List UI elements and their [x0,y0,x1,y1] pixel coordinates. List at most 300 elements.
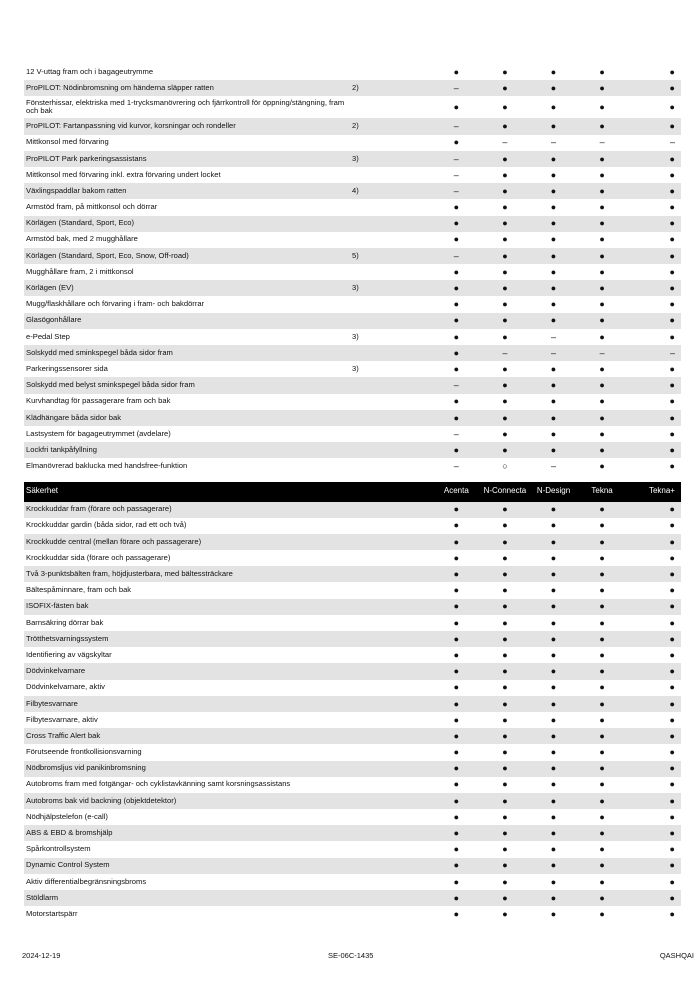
availability-cell: ● [599,396,605,407]
availability-cell: ● [550,892,557,903]
table-row [24,313,681,329]
availability-cell: ● [669,444,675,455]
availability-cell: ● [669,779,675,790]
availability-cell: ● [453,860,460,871]
availability-cell: ● [502,682,508,693]
table-row [24,890,681,906]
availability-cell: ● [550,250,557,261]
availability-cell: – [453,380,459,391]
row-label: 12 V-uttag fram och i bagageutrymme [26,67,154,76]
row-label: Armstöd fram, på mittkonsol och dörrar [26,203,158,212]
availability-cell: ● [550,828,557,839]
availability-cell: ● [669,795,675,806]
row-label: Dynamic Control System [26,861,110,870]
row-label: Krockkuddar gardin (båda sidor, rad ett och två) [26,521,187,530]
availability-cell: ● [502,569,508,580]
availability-cell: ● [550,649,557,660]
availability-cell: ● [453,666,460,677]
table-row [24,167,681,183]
availability-cell: ● [599,844,605,855]
table-row [24,96,681,118]
table-row [24,680,681,696]
availability-cell: ● [550,585,557,596]
table-row [24,280,681,296]
table-row [24,841,681,857]
availability-cell: ● [502,504,508,515]
availability-cell: ● [599,908,605,919]
row-label: Krockkudde central (mellan förare och passagerare) [26,537,202,546]
table-row [24,264,681,280]
row-label: Klädhängare båda sidor bak [26,413,121,422]
table-row [24,582,681,598]
availability-cell: ● [453,698,460,709]
availability-cell: ● [669,250,675,261]
availability-cell: ● [502,66,508,77]
row-label: Lastsystem för bagageutrymmet (avdelare) [26,429,171,438]
availability-cell: ● [599,666,605,677]
availability-cell: ● [669,698,675,709]
availability-cell: ● [550,266,557,277]
availability-cell: ● [550,169,557,180]
availability-cell: ● [502,795,508,806]
availability-cell: ● [550,844,557,855]
row-label: Körlägen (Standard, Sport, Eco) [26,219,135,228]
availability-cell: ● [599,520,605,531]
availability-cell: ● [599,633,605,644]
availability-cell: ● [453,779,460,790]
availability-cell: ● [502,121,508,132]
footer-date: 2024-12-19 [22,951,61,960]
availability-cell: ● [453,649,460,660]
availability-cell: ● [453,552,460,563]
availability-cell: ● [599,649,605,660]
availability-cell: ● [599,250,605,261]
availability-cell: ● [550,698,557,709]
availability-cell: ● [453,202,460,213]
availability-cell: ● [550,412,557,423]
row-label: Barnsäkring dörrar bak [26,618,104,627]
availability-cell: ● [669,331,675,342]
availability-cell: ● [550,363,557,374]
table-row [24,663,681,679]
spec-table [24,64,681,922]
availability-cell: – [550,137,556,148]
availability-cell: ○ [502,461,508,472]
availability-cell: ● [502,331,508,342]
availability-cell: ● [669,121,675,132]
row-label: Trötthetsvarningssystem [26,634,109,643]
availability-cell: ● [550,185,557,196]
availability-cell: ● [669,66,675,77]
availability-cell: ● [599,795,605,806]
row-label: Bältespåminnare, fram och bak [26,586,132,595]
row-label: Fönsterhissar, elektriska med 1-trycksmanövrering och fjärrkontroll för öppning/stängning, fram och bak [26,98,345,116]
availability-cell: ● [502,698,508,709]
availability-cell: ● [599,698,605,709]
row-note: 2) [351,121,359,131]
availability-cell: ● [669,380,675,391]
table-row [24,118,681,134]
availability-cell: ● [669,763,675,774]
table-row [24,858,681,874]
table-row [24,793,681,809]
availability-cell: ● [550,428,557,439]
availability-cell: ● [599,811,605,822]
row-label: Krockkuddar fram (förare och passagerare) [26,505,172,514]
availability-cell: ● [550,569,557,580]
table-row [24,199,681,215]
safety-title: Säkerhet [26,487,59,496]
table-row [24,566,681,582]
availability-cell: ● [599,412,605,423]
row-label: Körlägen (Standard, Sport, Eco, Snow, Off-road) [26,251,189,260]
availability-cell: ● [669,811,675,822]
row-label: Filbytesvarnare, aktiv [26,715,98,724]
table-row [24,874,681,890]
row-label: Lockfri tankpåfyllning [26,445,97,454]
table-row [24,135,681,151]
table-row [24,906,681,922]
row-label: e-Pedal Step [26,332,70,341]
availability-cell: ● [502,779,508,790]
table-row [24,777,681,793]
table-row [24,761,681,777]
table-row [24,248,681,264]
availability-cell: ● [599,363,605,374]
availability-cell: ● [599,185,605,196]
availability-cell: ● [669,202,675,213]
availability-cell: ● [502,363,508,374]
row-label: Nödbromsljus vid panikinbromsning [26,764,146,773]
availability-cell: ● [599,536,605,547]
availability-cell: – [669,137,675,148]
availability-cell: ● [599,444,605,455]
row-label: Dödvinkelvarnare, aktiv [26,683,105,692]
availability-cell: ● [453,520,460,531]
availability-cell: ● [502,315,508,326]
availability-cell: ● [599,380,605,391]
availability-cell: ● [599,747,605,758]
availability-cell: ● [599,218,605,229]
table-row [24,550,681,566]
availability-cell: ● [550,315,557,326]
table-row [24,744,681,760]
row-note: 3) [351,331,359,341]
availability-cell: ● [669,828,675,839]
availability-cell: ● [669,234,675,245]
row-label: Solskydd med belyst sminkspegel båda sidor fram [26,381,195,390]
availability-cell: ● [502,747,508,758]
availability-cell: ● [550,633,557,644]
availability-cell: ● [550,536,557,547]
row-label: Krockkuddar sida (förare och passagerare) [26,553,171,562]
row-label: Cross Traffic Alert bak [26,731,101,740]
availability-cell: ● [599,428,605,439]
availability-cell: ● [502,908,508,919]
availability-cell: ● [502,892,508,903]
availability-cell: ● [669,844,675,855]
availability-cell: ● [669,585,675,596]
availability-cell: ● [550,682,557,693]
availability-cell: ● [669,536,675,547]
availability-cell: – [502,347,508,358]
row-label: Identifiering av vägskyltar [26,650,112,659]
table-row [24,458,681,474]
availability-cell: ● [550,283,557,294]
availability-cell: ● [453,828,460,839]
availability-cell: ● [502,552,508,563]
availability-cell: ● [502,666,508,677]
availability-cell: ● [669,102,675,113]
availability-cell: ● [599,66,605,77]
availability-cell: ● [599,860,605,871]
availability-cell: – [453,428,459,439]
availability-cell: – [453,250,459,261]
availability-cell: ● [550,66,557,77]
availability-cell: – [550,461,556,472]
row-label: Solskydd med sminkspegel båda sidor fram [26,348,173,357]
row-label: ProPILOT: Nödinbromsning om händerna släpper ratten [26,83,214,92]
availability-cell: – [599,137,605,148]
table-row [24,80,681,96]
availability-cell: ● [550,811,557,822]
availability-cell: ● [453,763,460,774]
availability-cell: ● [550,795,557,806]
table-row [24,216,681,232]
availability-cell: – [453,169,459,180]
table-row [24,426,681,442]
availability-cell: ● [550,779,557,790]
row-label: Nödhjälpstelefon (e-call) [26,812,108,821]
availability-cell: ● [669,633,675,644]
availability-cell: ● [599,82,605,93]
row-label: Parkeringssensorer sida [26,364,108,373]
availability-cell: ● [669,283,675,294]
availability-cell: ● [453,633,460,644]
availability-cell: ● [502,153,508,164]
row-note: 5) [351,250,359,260]
availability-cell: ● [599,876,605,887]
availability-cell: ● [453,811,460,822]
availability-cell: ● [599,504,605,515]
availability-cell: ● [669,552,675,563]
col-tekna: Tekna [591,486,613,496]
availability-cell: ● [550,396,557,407]
availability-cell: ● [502,185,508,196]
availability-cell: ● [669,185,675,196]
availability-cell: ● [599,153,605,164]
row-label: Mittkonsol med förvaring [26,138,109,147]
table-row [24,296,681,312]
availability-cell: ● [453,504,460,515]
row-note: 2) [351,82,359,92]
availability-cell: ● [550,234,557,245]
availability-cell: ● [669,908,675,919]
availability-cell: ● [453,747,460,758]
availability-cell: ● [502,412,508,423]
availability-cell: ● [599,299,605,310]
availability-cell: ● [453,536,460,547]
availability-cell: ● [669,682,675,693]
table-row [24,64,681,80]
availability-cell: ● [453,331,460,342]
availability-cell: ● [550,504,557,515]
availability-cell: ● [599,779,605,790]
table-row [24,151,681,167]
availability-cell: ● [599,730,605,741]
availability-cell: ● [669,218,675,229]
row-label: ISOFIX-fästen bak [26,602,89,611]
availability-cell: ● [599,266,605,277]
availability-cell: ● [669,153,675,164]
row-label: Glasögonhållare [26,316,82,325]
availability-cell: – [453,185,459,196]
availability-cell: ● [599,102,605,113]
availability-cell: ● [599,331,605,342]
availability-cell: ● [550,82,557,93]
availability-cell: ● [669,363,675,374]
availability-cell: ● [502,828,508,839]
row-label: Mugg/flaskhållare och förvaring i fram- och bakdörrar [26,300,205,309]
availability-cell: – [502,137,508,148]
availability-cell: ● [669,461,675,472]
availability-cell: ● [502,380,508,391]
availability-cell: ● [599,763,605,774]
availability-cell: – [453,461,459,472]
availability-cell: ● [599,714,605,725]
col-acenta: Acenta [443,486,469,496]
row-label: Dödvinkelvarnare [26,667,86,676]
row-label: Aktiv differentialbegränsningsbroms [26,877,147,886]
availability-cell: ● [669,520,675,531]
availability-cell: ● [453,617,460,628]
availability-cell: – [550,331,556,342]
safety-section [24,502,681,923]
availability-cell: ● [550,218,557,229]
row-note: 3) [351,363,359,373]
availability-cell: ● [502,601,508,612]
availability-cell: ● [669,428,675,439]
table-row [24,696,681,712]
availability-cell: ● [453,585,460,596]
availability-cell: ● [502,860,508,871]
availability-cell: ● [502,428,508,439]
availability-cell: ● [669,876,675,887]
availability-cell: ● [669,747,675,758]
availability-cell: ● [669,714,675,725]
availability-cell: – [453,82,459,93]
availability-cell: ● [502,299,508,310]
availability-cell: ● [502,102,508,113]
col-tekna-plus: Tekna+ [648,486,675,496]
availability-cell: ● [453,347,460,358]
availability-cell: ● [669,860,675,871]
availability-cell: ● [502,811,508,822]
availability-cell: ● [669,412,675,423]
availability-cell: ● [550,552,557,563]
availability-cell: ● [599,315,605,326]
availability-cell: ● [550,860,557,871]
availability-cell: ● [669,299,675,310]
table-row [24,410,681,426]
availability-cell: ● [550,102,557,113]
availability-cell: ● [599,283,605,294]
availability-cell: ● [550,666,557,677]
availability-cell: ● [599,461,605,472]
availability-cell: ● [502,520,508,531]
table-row [24,394,681,410]
availability-cell: ● [502,250,508,261]
table-row [24,647,681,663]
row-label: Autobroms fram med fotgängar- och cyklistavkänning samt korsningsassistans [26,780,291,789]
availability-cell: ● [669,396,675,407]
availability-cell: ● [669,649,675,660]
availability-cell: ● [599,682,605,693]
availability-cell: ● [502,649,508,660]
availability-cell: ● [599,601,605,612]
availability-cell: ● [550,520,557,531]
availability-cell: ● [550,299,557,310]
availability-cell: ● [502,536,508,547]
availability-cell: ● [669,569,675,580]
row-label: Körlägen (EV) [26,284,74,293]
availability-cell: ● [550,380,557,391]
availability-cell: ● [453,730,460,741]
availability-cell: ● [599,569,605,580]
availability-cell: ● [550,617,557,628]
availability-cell: ● [453,299,460,310]
table-row [24,599,681,615]
availability-cell: ● [453,218,460,229]
col-n-connecta: N-Connecta [483,486,527,496]
availability-cell: ● [453,601,460,612]
availability-cell: ● [453,714,460,725]
table-row [24,825,681,841]
availability-cell: ● [502,396,508,407]
row-label: Förutseende frontkollisionsvarning [26,748,142,757]
availability-cell: ● [502,169,508,180]
availability-cell: ● [550,763,557,774]
table-row [24,329,681,345]
availability-cell: ● [550,601,557,612]
availability-cell: ● [502,266,508,277]
table-row [24,631,681,647]
availability-cell: ● [453,396,460,407]
availability-cell: ● [502,585,508,596]
row-note: 3) [351,153,359,163]
availability-cell: ● [502,844,508,855]
availability-cell: ● [550,747,557,758]
availability-cell: ● [669,504,675,515]
availability-cell: ● [550,730,557,741]
row-note: 4) [351,185,359,195]
row-label: Två 3-punktsbälten fram, höjdjusterbara, med bältessträckare [26,570,233,579]
row-label: ProPILOT Park parkeringsassistans [26,154,147,163]
row-label: Spårkontrollsystem [26,845,91,854]
availability-cell: ● [599,828,605,839]
row-label: Filbytesvarnare [26,699,78,708]
table-row [24,518,681,534]
availability-cell: ● [453,66,460,77]
row-label: Elmanövrerad baklucka med handsfree-funktion [26,462,188,471]
row-label: Motorstartspärr [26,909,78,918]
availability-cell: – [550,347,556,358]
safety-header-row [24,482,681,502]
table-row [24,728,681,744]
availability-cell: ● [669,266,675,277]
availability-cell: ● [453,137,460,148]
availability-cell: ● [669,892,675,903]
